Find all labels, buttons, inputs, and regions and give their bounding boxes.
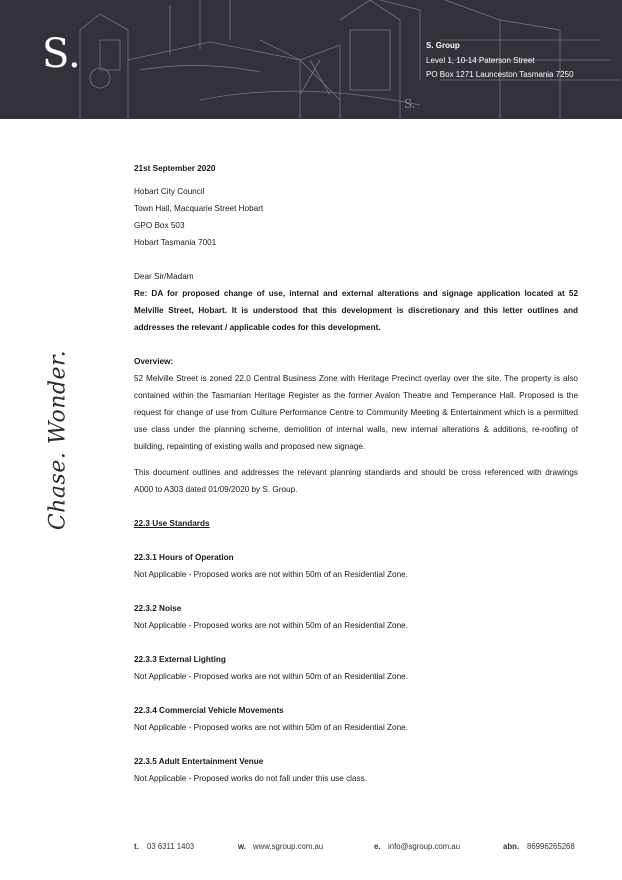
section-heading: 22.3.1 Hours of Operation (134, 553, 234, 562)
recipient-line: Hobart City Council (134, 187, 205, 196)
phone-label: t. (134, 842, 139, 851)
use-standards-heading: 22.3 Use Standards (134, 519, 210, 528)
section-heading: 22.3.4 Commercial Vehicle Movements (134, 706, 284, 715)
letter-footer (0, 842, 622, 854)
subject-line: Re: DA for proposed change of use, internal and external alterations and signage application located at 52 Melville Street, Hobart. It is understood that this development is discretionary and this letter outlines and addresses the relevant / applicable codes for this development. (134, 289, 578, 332)
side-tagline: Chase. Wonder. (45, 349, 71, 531)
section-text: Not Applicable - Proposed works are not within 50m of an Residential Zone. (134, 672, 408, 681)
email-label: e. (374, 842, 381, 851)
section-text: Not Applicable - Proposed works are not within 50m of an Residential Zone. (134, 570, 408, 579)
address-line-2: PO Box 1271 Launceston Tasmania 7250 (426, 70, 574, 79)
recipient-line: GPO Box 503 (134, 221, 185, 230)
section-heading: 22.3.3 External Lighting (134, 655, 226, 664)
section-heading: 22.3.2 Noise (134, 604, 182, 613)
email-link[interactable]: info@sgroup.com.au (388, 842, 461, 851)
abn-label: abn. (503, 842, 520, 851)
section-text: Not Applicable - Proposed works do not fall under this use class. (134, 774, 368, 783)
watermark-logo: S. (404, 97, 416, 111)
salutation: Dear Sir/Madam (134, 272, 194, 281)
abn-number: 86996265268 (527, 842, 575, 851)
section-heading: 22.3.5 Adult Entertainment Venue (134, 757, 264, 766)
letterhead-banner (0, 0, 622, 119)
section-text: Not Applicable - Proposed works are not within 50m of an Residential Zone. (134, 723, 408, 732)
letter-body (134, 160, 578, 787)
company-name: S. Group (426, 41, 460, 50)
phone-number: 03 6311 1403 (147, 842, 195, 851)
section-text: Not Applicable - Proposed works are not within 50m of an Residential Zone. (134, 621, 408, 630)
company-address-block (426, 39, 574, 83)
company-logo: S. (42, 31, 81, 77)
cross-reference-paragraph: This document outlines and addresses the relevant planning standards and should be cross referenced with drawings A000 to A303 dated 01/09/2020 by S. Group. (134, 468, 578, 494)
website-link[interactable]: www.sgroup.com.au (253, 842, 324, 851)
overview-paragraph: 52 Melville Street is zoned 22.0 Central Business Zone with Heritage Precinct overlay over the site. The property is also contained within the Tasmanian Heritage Register as the former Avalon Theatre and Temperance Hall. Proposed is the request for change of use from Culture Performance Centre to Community Meeting & Entertainment which is a permitted use class under the planning scheme, demolition of internal walls, new internal alterations & additions, re-roofing of building, repainting of existing walls and proposed new signage. (134, 374, 578, 451)
letter-date: 21st September 2020 (134, 164, 216, 173)
address-line-1: Level 1, 10-14 Paterson Street (426, 55, 535, 65)
website-label: w. (238, 842, 246, 851)
overview-heading: Overview: (134, 357, 174, 366)
recipient-line: Town Hall, Macquarie Street Hobart (134, 204, 264, 213)
recipient-line: Hobart Tasmania 7001 (134, 238, 217, 247)
